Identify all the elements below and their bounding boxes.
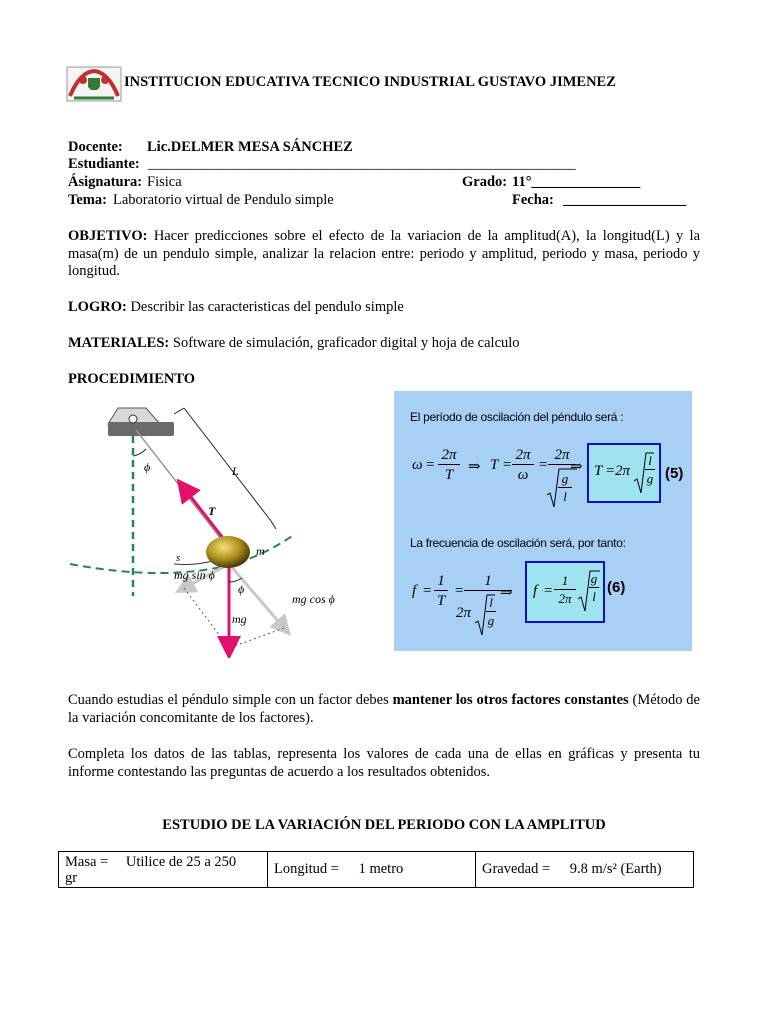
omega-denominator: ω — [517, 467, 529, 483]
fecha-label: Fecha: — [512, 192, 554, 208]
g-denominator: g — [646, 471, 654, 486]
g-denominator: g — [487, 613, 495, 628]
l-numerator: l — [486, 595, 496, 612]
l-denominator: l — [592, 589, 596, 604]
period-denominator: T — [436, 593, 446, 609]
equation-number-5: (5) — [665, 465, 684, 482]
mg-sin-label: mg sin ϕ — [174, 568, 215, 582]
instructions-paragraph: Completa los datos de las tablas, representa los valores de cada una de ellas en gráficas y presenta tu informe contestando las preguntas de acuerdo a los resultados obtenidos. — [68, 746, 700, 780]
mass-label: m — [256, 544, 265, 558]
eq-sign: = — [422, 583, 433, 599]
two-pi-denominator: 2π — [558, 591, 572, 606]
paragraph-bold-text: mantener los otros factores constantes — [392, 692, 629, 708]
table-row — [59, 852, 694, 888]
constant-factors-paragraph — [68, 692, 700, 727]
estudiante-field: ___________________________________________________________ — [148, 156, 576, 172]
omega-symbol: ω — [412, 457, 423, 473]
two-pi: 2π — [456, 605, 472, 621]
procedimiento-heading: PROCEDIMIENTO — [68, 371, 196, 387]
tema-value: Laboratorio virtual de Pendulo simple — [113, 192, 334, 208]
one-numerator: 1 — [434, 573, 448, 591]
implies-arrow: ⇒ — [570, 459, 583, 475]
materiales-paragraph — [68, 335, 520, 352]
gravedad-value: 9.8 m/s² (Earth) — [569, 861, 662, 877]
logro-text: Describir las caracteristicas del pendulo simple — [130, 299, 404, 315]
frequency-symbol: f — [533, 583, 538, 599]
implies-arrow: ⇒ — [468, 459, 481, 475]
objetivo-text: Hacer predicciones sobre el efecto de la variacion de la amplitud(A), la longitud(L) y la masa(m) de un pendulo simple, analizar la relacion entre: periodo y amplitud, periodo y masa, periodo y longitud. — [68, 228, 701, 279]
g-numerator: g — [590, 571, 598, 586]
school-logo — [66, 66, 122, 102]
grado-value: 11°_______________ — [512, 174, 641, 190]
parameters-table — [58, 851, 694, 888]
period-symbol: T — [594, 463, 603, 479]
longitud-label: Longitud = — [274, 861, 339, 877]
masa-unit: gr — [65, 869, 78, 886]
masa-value: Utilice de 25 a 250 — [125, 853, 237, 870]
paragraph-text: (Método de la variación concomitante de los factores). — [68, 692, 700, 726]
grado-label: Grado: — [462, 174, 508, 190]
logro-label: LOGRO: — [68, 299, 127, 315]
docente-label: Docente: — [68, 139, 123, 155]
gravedad-label: Gravedad = — [482, 861, 551, 877]
l-denominator: l — [563, 489, 567, 504]
eq-sign: = — [605, 463, 616, 479]
docente-value: Lic.DELMER MESA SÁNCHEZ — [147, 139, 353, 155]
frequency-symbol: f — [412, 583, 417, 599]
two-pi-numerator: 2π — [438, 447, 460, 465]
masa-cell — [59, 852, 268, 888]
tema-label: Tema: — [68, 192, 107, 208]
eq-sign: = — [538, 457, 549, 473]
one-numerator: 1 — [554, 573, 576, 590]
gravedad-cell — [476, 852, 694, 888]
asignatura-label: Ásignatura: — [68, 174, 143, 190]
mg-label: mg — [232, 612, 247, 626]
two-pi-numerator: 2π — [512, 447, 534, 465]
eq-sign: = — [502, 457, 513, 473]
period-formula-box — [587, 443, 661, 503]
g-numerator: g — [558, 471, 572, 488]
two-pi-numerator: 2π — [548, 447, 576, 465]
estudiante-label: Estudiante: — [68, 156, 140, 172]
pendulum-diagram — [66, 386, 366, 658]
eq-sign: = — [543, 583, 554, 599]
angle-phi2-label: ϕ — [238, 582, 245, 596]
logro-paragraph — [68, 299, 404, 316]
implies-arrow: ⇒ — [500, 585, 513, 601]
period-denominator: T — [444, 467, 454, 483]
l-numerator: l — [645, 453, 655, 470]
eq-sign: = — [454, 583, 465, 599]
eq-sign: = — [425, 457, 436, 473]
objetivo-paragraph — [68, 228, 700, 281]
two-pi: 2π — [615, 463, 631, 479]
fecha-value: _________________ — [563, 192, 687, 208]
materiales-label: MATERIALES: — [68, 335, 170, 351]
mg-cos-label: mg cos ϕ — [292, 592, 335, 606]
objetivo-label: OBJETIVO: — [68, 228, 148, 244]
materiales-text: Software de simulación, graficador digital y hoja de calculo — [172, 335, 520, 351]
longitud-cell — [268, 852, 476, 888]
angle-phi-label: ϕ — [144, 460, 151, 474]
period-symbol: T — [490, 457, 499, 473]
paragraph-text: Cuando estudias el péndulo simple con un factor debes — [68, 692, 393, 708]
section-title: ESTUDIO DE LA VARIACIÓN DEL PERIODO CON LA AMPLITUD — [162, 817, 606, 833]
period-heading: El período de oscilación del péndulo será : — [410, 410, 624, 424]
equation-number-6: (6) — [607, 579, 626, 596]
longitud-value: 1 metro — [358, 861, 404, 877]
frequency-heading: La frecuencia de oscilación será, por tanto: — [410, 536, 626, 550]
one-numerator: 1 — [464, 573, 512, 591]
masa-label: Masa = — [65, 853, 109, 870]
formula-panel — [394, 391, 692, 651]
asignatura-value: Fisica — [147, 174, 182, 190]
school-name: INSTITUCION EDUCATIVA TECNICO INDUSTRIAL GUSTAVO JIMENEZ — [124, 74, 616, 90]
tension-label: T — [208, 504, 216, 518]
arc-s-label: s — [176, 552, 181, 564]
frequency-formula-box — [525, 561, 605, 623]
length-label: L — [232, 464, 239, 478]
